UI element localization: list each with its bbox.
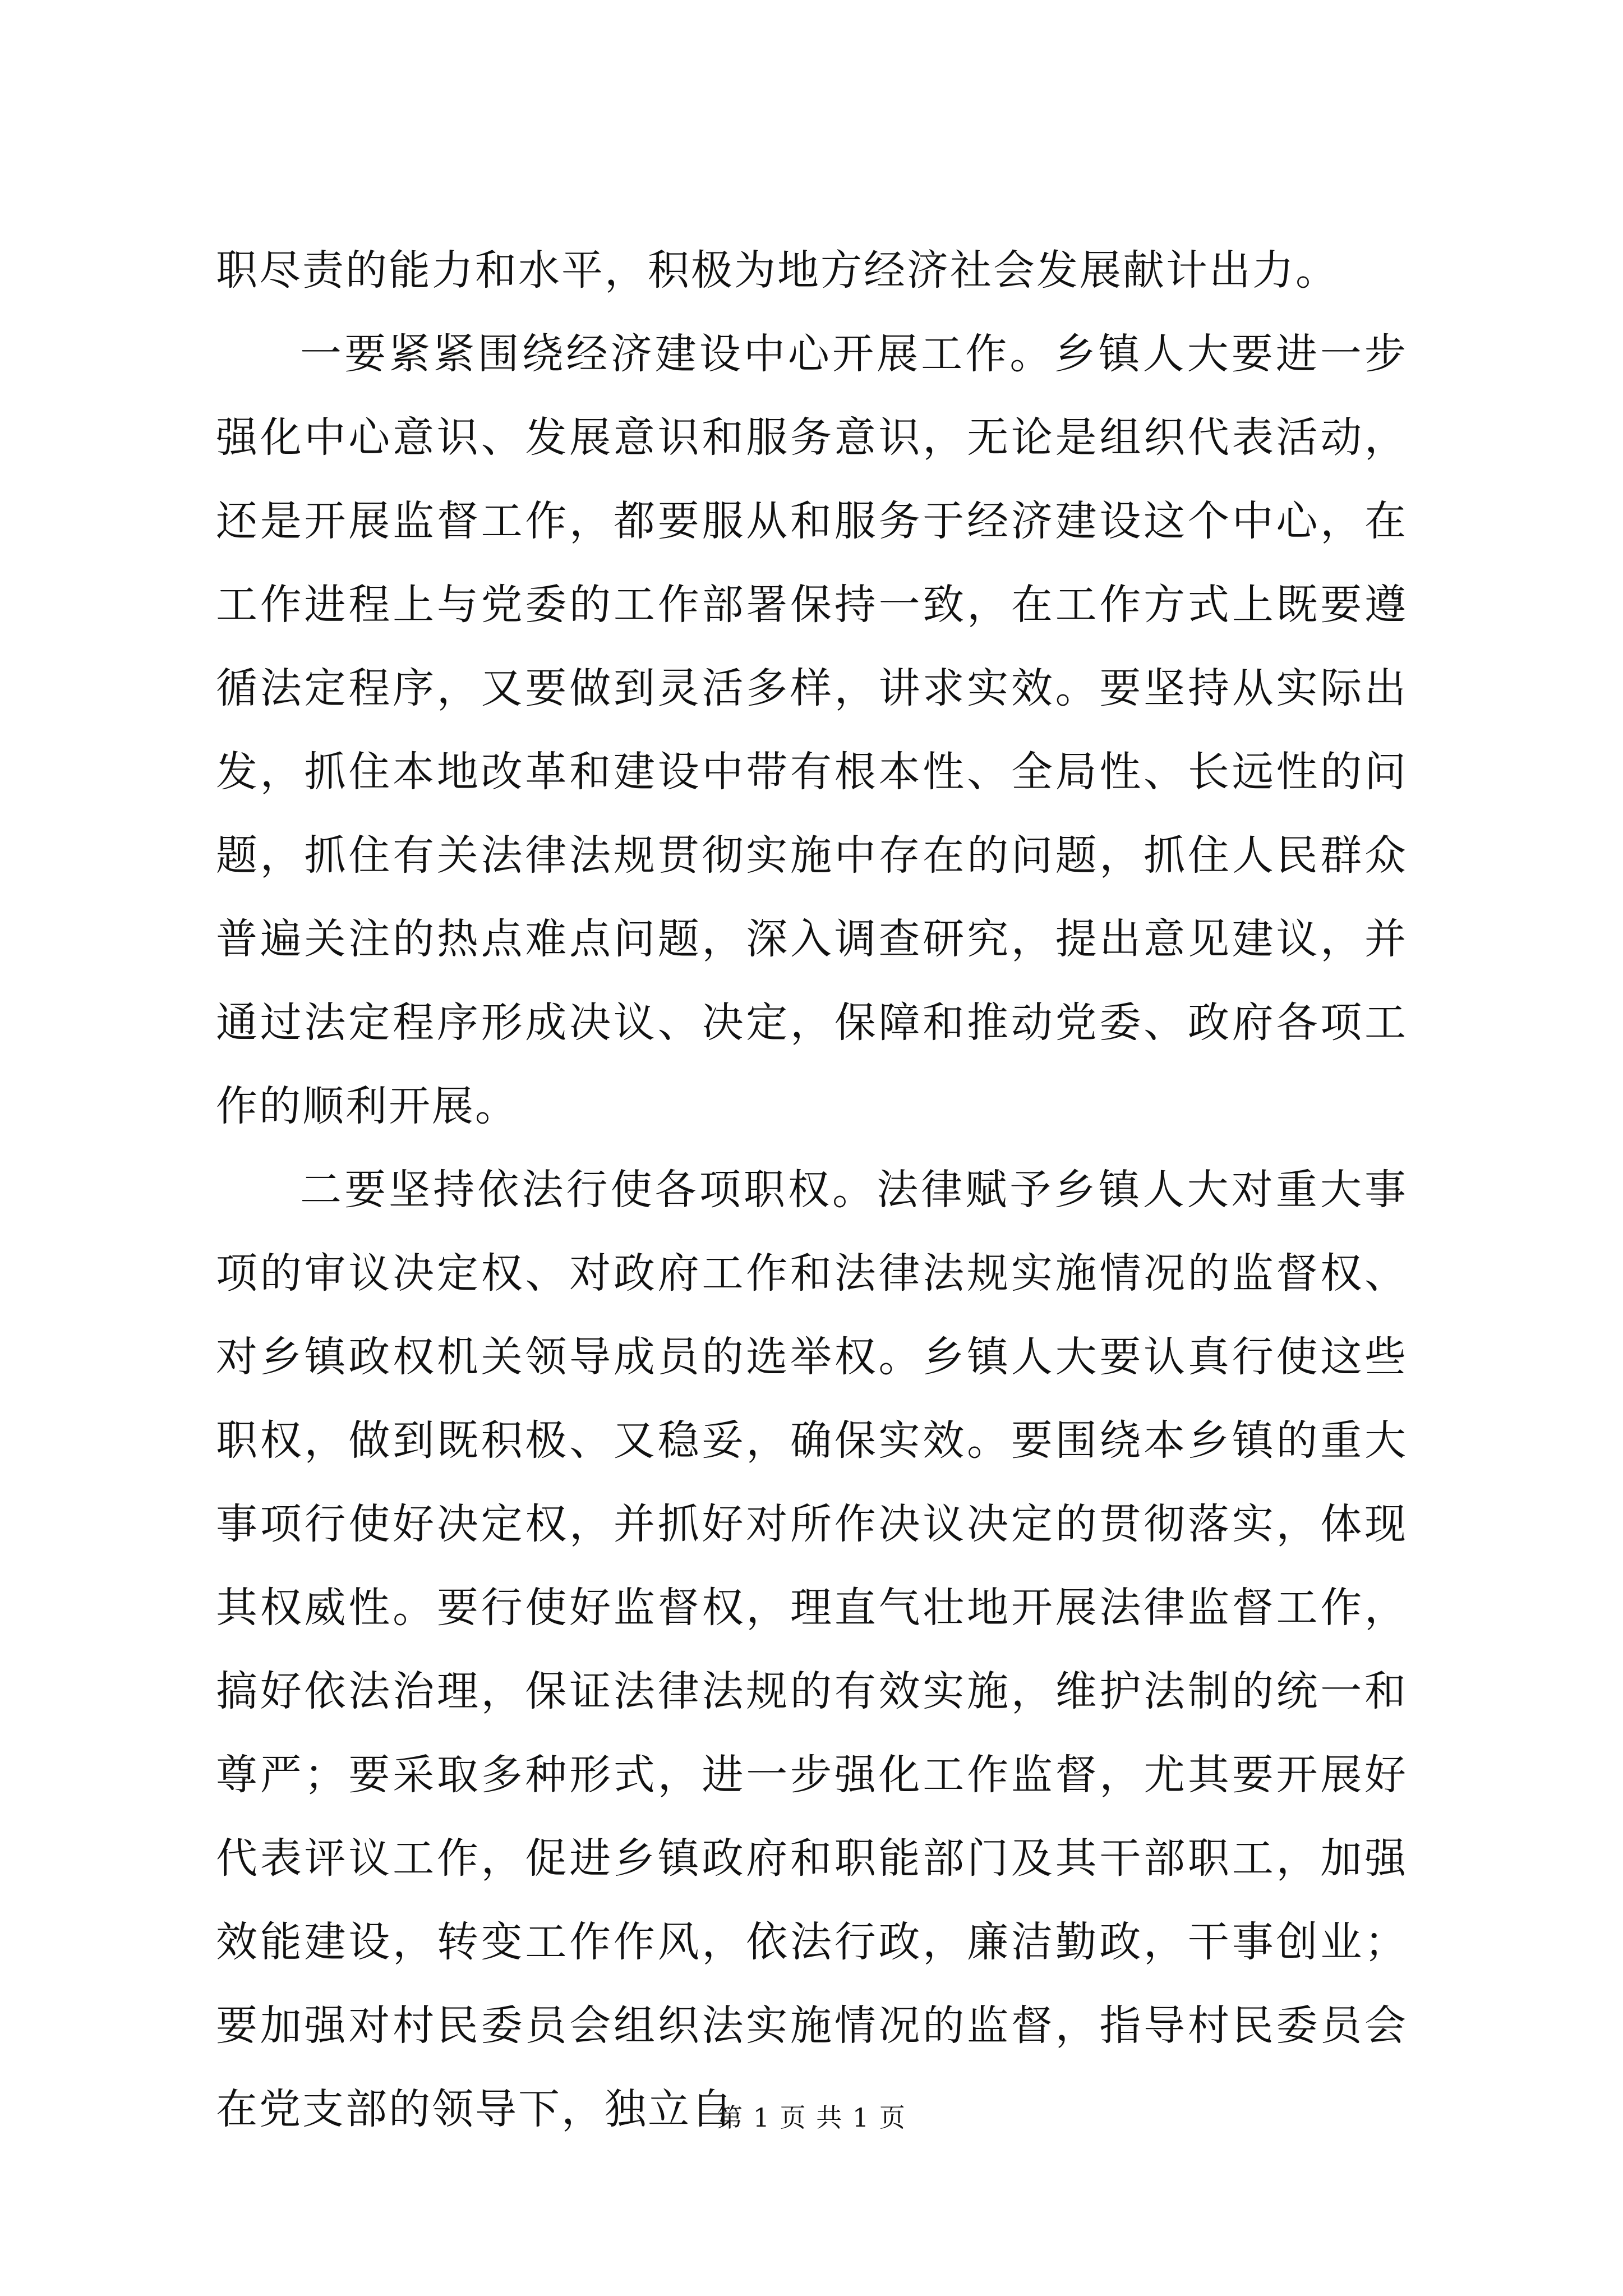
paragraph-economic-construction: 一要紧紧围绕经济建设中心开展工作。乡镇人大要进一步强化中心意识、发展意识和服务意识，无论是组织代表活动，还是开展监督工作，都要服从和服务于经济建设这个中心，在工作进程上与党委的工作部署保持一致，在工作方式上既要遵循法定程序，又要做到灵活多样，讲求实效。要坚持从实际出发，抓住本地改革和建设中带有根本性、全局性、长远性的问题，抓住有关法律法规贯彻实施中存在的问题，抓住人民群众普遍关注的热点难点问题，深入调查研究，提出意见建议，并通过法定程序形成决议、决定，保障和推动党委、政府各项工作的顺利开展。: [216, 330, 1408, 1130]
page-number-footer: 第 1 页 共 1 页: [717, 2102, 906, 2133]
document-body: [216, 229, 1408, 2151]
paragraph-continuation: 职尽责的能力和水平，积极为地方经济社会发展献计出力。: [216, 246, 1339, 295]
paragraph-exercise-powers: 二要坚持依法行使各项职权。法律赋予乡镇人大对重大事项的审议决定权、对政府工作和法律法规实施情况的监督权、对乡镇政权机关领导成员的选举权。乡镇人大要认真行使这些职权，做到既积极、又稳妥，确保实效。要围绕本乡镇的重大事项行使好决定权，并抓好对所作决议决定的贯彻落实，体现其权威性。要行使好监督权，理直气壮地开展法律监督工作，搞好依法治理，保证法律法规的有效实施，维护法制的统一和尊严；要采取多种形式，进一步强化工作监督，尤其要开展好代表评议工作，促进乡镇政府和职能部门及其干部职工，加强效能建设，转变工作作风，依法行政，廉洁勤政，干事创业；要加强对村民委员会组织法实施情况的监督，指导村民委员会在党支部的领导下，独立自: [216, 1166, 1408, 2133]
